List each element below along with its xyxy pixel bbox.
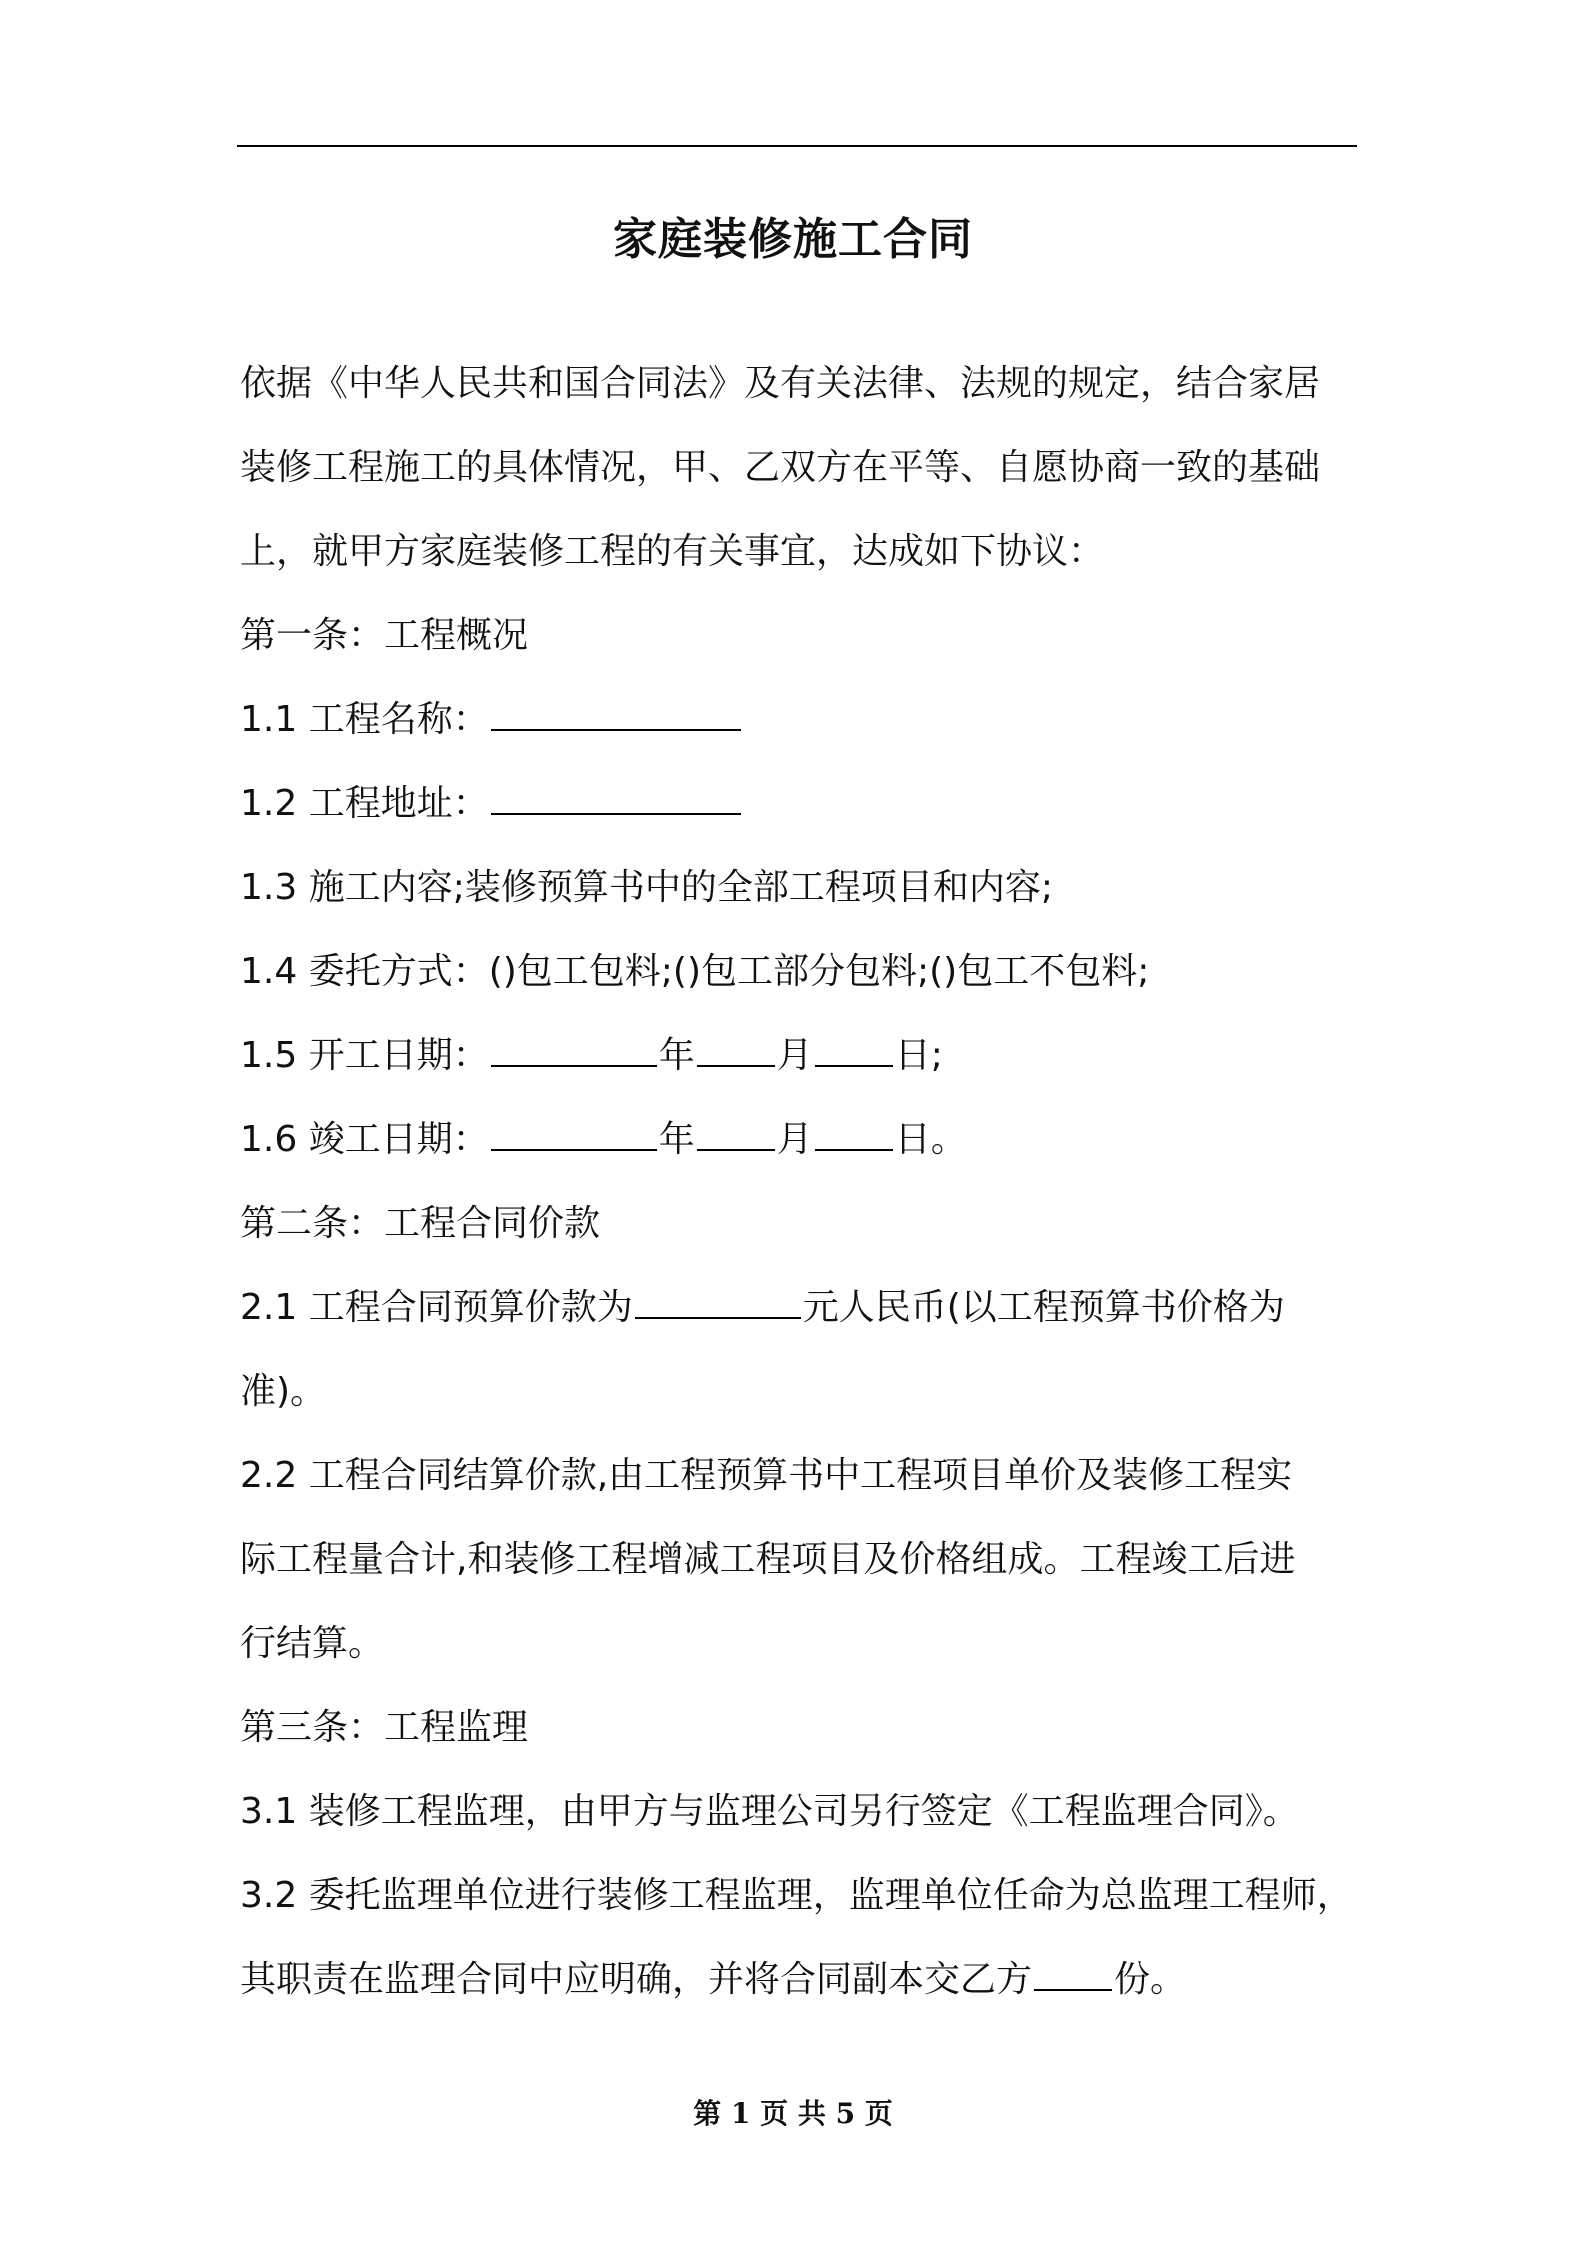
item-1-4: 1.4 委托方式：()包工包料;()包工部分包料;()包工不包料; <box>240 951 1150 992</box>
intro-line-2: 装修工程施工的具体情况，甲、乙双方在平等、自愿协商一致的基础 <box>240 447 1321 488</box>
article-2-heading: 第二条：工程合同价款 <box>240 1203 601 1244</box>
item-1-2-label: 1.2 工程地址： <box>240 783 489 824</box>
item-1-6 <box>240 1118 967 1162</box>
end-year-field[interactable] <box>491 1119 657 1151</box>
item-2-1 <box>240 1286 1285 1330</box>
item-1-5-label: 1.5 开工日期： <box>240 1035 489 1076</box>
end-month-field[interactable] <box>697 1119 775 1151</box>
day-label: 日。 <box>894 1119 967 1160</box>
copies-field[interactable] <box>1034 1959 1112 1991</box>
project-name-field[interactable] <box>491 699 741 731</box>
intro-line-3: 上，就甲方家庭装修工程的有关事宜，达成如下协议： <box>240 531 1105 572</box>
item-3-1: 3.1 装修工程监理，由甲方与监理公司另行签定《工程监理合同》。 <box>240 1791 1299 1832</box>
item-2-2-line-2: 际工程量合计,和装修工程增减工程项目及价格组成。工程竣工后进 <box>240 1539 1296 1580</box>
item-1-6-label: 1.6 竣工日期： <box>240 1119 489 1160</box>
article-3-heading: 第三条：工程监理 <box>240 1707 529 1748</box>
document-title: 家庭装修施工合同 <box>613 214 973 265</box>
header-rule <box>237 145 1357 147</box>
year-label: 年 <box>658 1119 695 1160</box>
item-2-1-cont: 准)。 <box>240 1371 327 1412</box>
project-address-field[interactable] <box>491 783 741 815</box>
item-2-1-label: 2.1 工程合同预算价款为 <box>240 1287 633 1328</box>
item-1-5 <box>240 1034 943 1078</box>
item-3-2-line-1: 3.2 委托监理单位进行装修工程监理，监理单位任命为总监理工程师， <box>240 1875 1353 1916</box>
item-1-1 <box>240 698 743 742</box>
month-label: 月 <box>776 1035 813 1076</box>
intro-line-1: 依据《中华人民共和国合同法》及有关法律、法规的规定，结合家居 <box>240 363 1321 404</box>
item-1-2 <box>240 782 743 826</box>
day-label: 日; <box>894 1035 943 1076</box>
year-label: 年 <box>658 1035 695 1076</box>
item-1-1-label: 1.1 工程名称： <box>240 699 489 740</box>
start-day-field[interactable] <box>815 1035 893 1067</box>
start-month-field[interactable] <box>697 1035 775 1067</box>
item-2-2-line-3: 行结算。 <box>240 1623 385 1664</box>
end-day-field[interactable] <box>815 1119 893 1151</box>
budget-price-field[interactable] <box>635 1287 801 1319</box>
page-number: 第 1 页 共 5 页 <box>693 2097 893 2130</box>
article-1-heading: 第一条：工程概况 <box>240 615 529 656</box>
item-3-2-line-2 <box>240 1958 1186 2002</box>
start-year-field[interactable] <box>491 1035 657 1067</box>
item-3-2-label: 其职责在监理合同中应明确，并将合同副本交乙方 <box>240 1959 1033 2000</box>
item-1-3: 1.3 施工内容;装修预算书中的全部工程项目和内容; <box>240 867 1053 908</box>
item-2-1-suffix: 元人民币(以工程预算书价格为 <box>802 1287 1285 1328</box>
month-label: 月 <box>776 1119 813 1160</box>
item-2-2-line-1: 2.2 工程合同结算价款,由工程预算书中工程项目单价及装修工程实 <box>240 1455 1293 1496</box>
item-3-2-suffix: 份。 <box>1114 1959 1187 2000</box>
